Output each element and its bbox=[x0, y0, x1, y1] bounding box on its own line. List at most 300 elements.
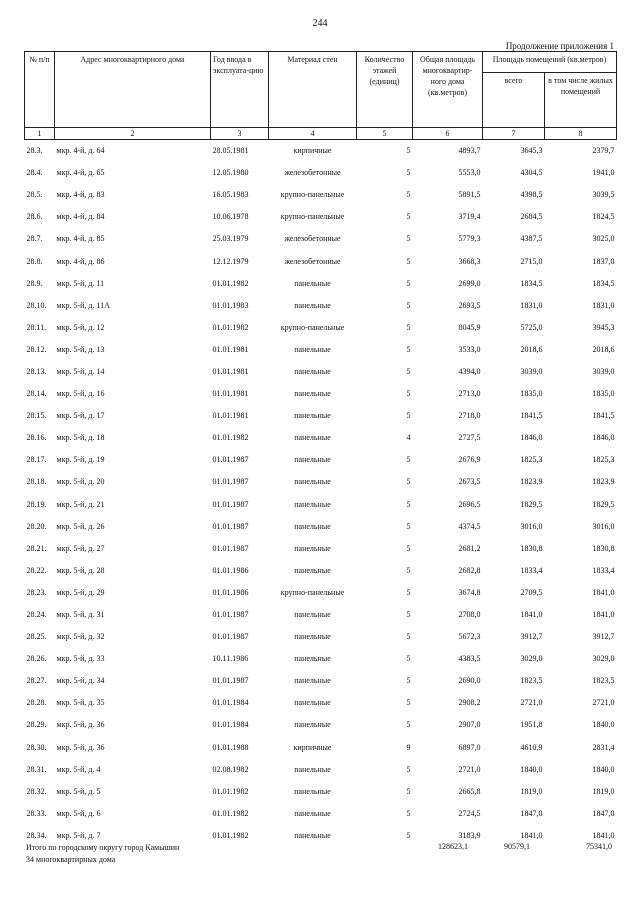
row-number: 28.11. bbox=[26, 322, 47, 332]
row-total-area: 5891,5 bbox=[458, 190, 481, 200]
row-material: панельные bbox=[294, 433, 331, 443]
row-material: панельные bbox=[294, 764, 331, 774]
row-premises-all: 3029,0 bbox=[520, 654, 543, 664]
row-floors: 5 bbox=[406, 278, 411, 288]
row-year: 01.01.1987 bbox=[212, 632, 249, 642]
row-total-area: 5779,3 bbox=[458, 234, 481, 244]
row-address: мкр. 4-й, д. 83 bbox=[56, 190, 105, 200]
row-material: панельные bbox=[294, 300, 331, 310]
row-premises-residential: 1841,0 bbox=[592, 587, 615, 597]
row-premises-all: 1833,4 bbox=[520, 565, 543, 575]
row-premises-all: 1835,0 bbox=[520, 389, 543, 399]
row-year: 10.11.1986 bbox=[212, 654, 249, 664]
table-row bbox=[25, 582, 617, 604]
row-total-area: 4383,5 bbox=[458, 654, 481, 664]
row-premises-all: 1830,8 bbox=[520, 543, 543, 553]
row-premises-all: 2684,5 bbox=[520, 212, 543, 222]
row-year: 01.01.1981 bbox=[212, 389, 249, 399]
row-floors: 5 bbox=[406, 654, 411, 664]
row-address: мкр. 5-й, д. 13 bbox=[56, 344, 105, 354]
table-row bbox=[25, 626, 617, 648]
row-material: крупно-панельные bbox=[280, 212, 345, 222]
table-row bbox=[25, 604, 617, 626]
row-floors: 5 bbox=[406, 808, 411, 818]
table-row bbox=[25, 692, 617, 714]
row-premises-residential: 1837,0 bbox=[592, 256, 615, 266]
table-row bbox=[25, 162, 617, 184]
row-address: мкр. 5-й, д. 18 bbox=[56, 433, 105, 443]
table-row bbox=[25, 405, 617, 427]
row-premises-residential: 3016,0 bbox=[592, 521, 615, 531]
row-number: 28.30. bbox=[26, 742, 47, 752]
total-premises-residential: 75341,0 bbox=[586, 842, 612, 851]
row-premises-residential: 2721,0 bbox=[592, 698, 615, 708]
row-premises-residential: 1841,0 bbox=[592, 830, 615, 840]
row-address: мкр. 4-й, д. 84 bbox=[56, 212, 105, 222]
row-material: панельные bbox=[294, 411, 331, 421]
row-floors: 5 bbox=[406, 300, 411, 310]
column-number: 4 bbox=[269, 128, 357, 140]
row-year: 25.03.1979 bbox=[212, 234, 249, 244]
row-year: 12.12.1979 bbox=[212, 256, 249, 266]
row-address: мкр. 5-й, д. 26 bbox=[56, 521, 105, 531]
column-number: 7 bbox=[483, 128, 545, 140]
table-row bbox=[25, 737, 617, 759]
table-row bbox=[25, 339, 617, 361]
table-row bbox=[25, 560, 617, 582]
row-year: 01.01.1987 bbox=[212, 543, 249, 553]
row-premises-all: 3912,7 bbox=[520, 632, 543, 642]
header-no: № п/п bbox=[25, 52, 55, 128]
row-floors: 5 bbox=[406, 477, 411, 487]
row-total-area: 2681,2 bbox=[458, 543, 481, 553]
row-floors: 9 bbox=[406, 742, 411, 752]
row-premises-residential: 3912,7 bbox=[592, 632, 615, 642]
row-premises-residential: 1841,5 bbox=[592, 411, 615, 421]
row-address: мкр. 5-й, д. 28 bbox=[56, 565, 105, 575]
row-premises-all: 1841,5 bbox=[520, 411, 543, 421]
row-floors: 5 bbox=[406, 830, 411, 840]
row-year: 12.05.1980 bbox=[212, 168, 249, 178]
row-premises-all: 5725,0 bbox=[520, 322, 543, 332]
row-total-area: 3183,9 bbox=[458, 830, 481, 840]
row-floors: 5 bbox=[406, 256, 411, 266]
row-material: панельные bbox=[294, 278, 331, 288]
row-material: панельные bbox=[294, 676, 331, 686]
row-number: 28.9. bbox=[26, 278, 43, 288]
row-floors: 5 bbox=[406, 234, 411, 244]
row-premises-all: 1823,5 bbox=[520, 676, 543, 686]
header-material: Материал стен bbox=[269, 52, 357, 128]
row-number: 28.23. bbox=[26, 587, 47, 597]
row-floors: 5 bbox=[406, 565, 411, 575]
table-row bbox=[25, 317, 617, 339]
footer bbox=[26, 842, 179, 866]
row-floors: 5 bbox=[406, 499, 411, 509]
header-total-area: Общая площадь многоквартир-ного дома (кв.метров) bbox=[413, 52, 483, 128]
header-premises-area: Площадь помещений (кв.метров) bbox=[483, 52, 617, 73]
row-year: 10.06.1978 bbox=[212, 212, 249, 222]
row-material: кирпичные bbox=[293, 146, 332, 156]
row-floors: 5 bbox=[406, 344, 411, 354]
row-number: 28.17. bbox=[26, 455, 47, 465]
row-material: панельные bbox=[294, 521, 331, 531]
row-material: панельные bbox=[294, 477, 331, 487]
row-address: мкр. 5-й, д. 33 bbox=[56, 654, 105, 664]
row-number: 28.32. bbox=[26, 786, 47, 796]
row-number: 28.6. bbox=[26, 212, 43, 222]
row-total-area: 2676,9 bbox=[458, 455, 481, 465]
row-year: 01.01.1987 bbox=[212, 455, 249, 465]
row-address: мкр. 5-й, д. 5 bbox=[56, 786, 101, 796]
row-number: 28.13. bbox=[26, 366, 47, 376]
row-premises-all: 4610,9 bbox=[520, 742, 543, 752]
row-address: мкр. 5-й, д. 4 bbox=[56, 764, 101, 774]
row-total-area: 4893,7 bbox=[458, 146, 481, 156]
row-material: панельные bbox=[294, 808, 331, 818]
row-address: мкр. 4-й, д. 85 bbox=[56, 234, 105, 244]
row-address: мкр. 5-й, д. 29 bbox=[56, 587, 105, 597]
column-number: 6 bbox=[413, 128, 483, 140]
row-address: мкр. 5-й, д. 31 bbox=[56, 610, 105, 620]
table-row bbox=[25, 206, 617, 228]
row-premises-residential: 1824,5 bbox=[592, 212, 615, 222]
row-premises-all: 1831,0 bbox=[520, 300, 543, 310]
row-address: мкр. 5-й, д. 17 bbox=[56, 411, 105, 421]
table-row bbox=[25, 273, 617, 295]
row-year: 01.01.1988 bbox=[212, 742, 249, 752]
row-number: 28.7. bbox=[26, 234, 43, 244]
continuation-note: Продолжение приложения 1 bbox=[505, 41, 614, 51]
row-number: 28.14. bbox=[26, 389, 47, 399]
total-area: 128623,1 bbox=[438, 842, 468, 851]
table-row bbox=[25, 803, 617, 825]
row-total-area: 5553,0 bbox=[458, 168, 481, 178]
row-floors: 5 bbox=[406, 587, 411, 597]
row-year: 01.01.1983 bbox=[212, 300, 249, 310]
row-year: 01.01.1984 bbox=[212, 720, 249, 730]
table-row bbox=[25, 759, 617, 781]
row-address: мкр. 5-й, д. 36 bbox=[56, 720, 105, 730]
column-number: 1 bbox=[25, 128, 55, 140]
row-premises-residential: 3945,3 bbox=[592, 322, 615, 332]
row-floors: 5 bbox=[406, 698, 411, 708]
table-body bbox=[25, 140, 617, 848]
apartment-buildings-table bbox=[24, 51, 617, 847]
table-row bbox=[25, 361, 617, 383]
row-premises-residential: 1825,3 bbox=[592, 455, 615, 465]
row-number: 28.26. bbox=[26, 654, 47, 664]
row-total-area: 3668,3 bbox=[458, 256, 481, 266]
row-total-area: 5672,3 bbox=[458, 632, 481, 642]
row-number: 28.3. bbox=[26, 146, 43, 156]
row-total-area: 4374,5 bbox=[458, 521, 481, 531]
header-premises-all: всего bbox=[483, 73, 545, 128]
row-floors: 5 bbox=[406, 543, 411, 553]
table-row bbox=[25, 184, 617, 206]
row-number: 28.20. bbox=[26, 521, 47, 531]
row-premises-all: 2018,6 bbox=[520, 344, 543, 354]
row-floors: 5 bbox=[406, 676, 411, 686]
row-total-area: 2907,0 bbox=[458, 720, 481, 730]
column-number: 5 bbox=[357, 128, 413, 140]
row-floors: 5 bbox=[406, 212, 411, 222]
row-premises-residential: 2018,6 bbox=[592, 344, 615, 354]
row-premises-all: 1825,3 bbox=[520, 455, 543, 465]
row-address: мкр. 5-й, д. 21 bbox=[56, 499, 105, 509]
table-row bbox=[25, 140, 617, 163]
header-address: Адрес многоквартирного дома bbox=[55, 52, 211, 128]
row-total-area: 2727,5 bbox=[458, 433, 481, 443]
row-total-area: 2696,5 bbox=[458, 499, 481, 509]
column-number: 3 bbox=[211, 128, 269, 140]
table-row bbox=[25, 295, 617, 317]
row-floors: 5 bbox=[406, 146, 411, 156]
row-material: панельные bbox=[294, 366, 331, 376]
row-material: панельные bbox=[294, 610, 331, 620]
row-total-area: 3533,0 bbox=[458, 344, 481, 354]
row-premises-all: 1847,0 bbox=[520, 808, 543, 818]
row-number: 28.15. bbox=[26, 411, 47, 421]
row-address: мкр. 5-й, д. 32 bbox=[56, 632, 105, 642]
row-material: крупно-панельные bbox=[280, 587, 345, 597]
row-number: 28.18. bbox=[26, 477, 47, 487]
row-year: 01.01.1981 bbox=[212, 411, 249, 421]
row-total-area: 2718,0 bbox=[458, 411, 481, 421]
row-material: панельные bbox=[294, 565, 331, 575]
row-premises-all: 3039,0 bbox=[520, 366, 543, 376]
row-material: железобетонные bbox=[284, 256, 341, 266]
row-year: 02.08.1982 bbox=[212, 764, 249, 774]
row-total-area: 2690,0 bbox=[458, 676, 481, 686]
table-row bbox=[25, 538, 617, 560]
row-premises-residential: 1829,5 bbox=[592, 499, 615, 509]
row-year: 01.01.1987 bbox=[212, 499, 249, 509]
row-material: панельные bbox=[294, 698, 331, 708]
row-premises-residential: 1835,0 bbox=[592, 389, 615, 399]
row-address: мкр. 5-й, д. 35 bbox=[56, 698, 105, 708]
row-number: 28.33. bbox=[26, 808, 47, 818]
row-year: 01.01.1982 bbox=[212, 808, 249, 818]
column-number: 2 bbox=[55, 128, 211, 140]
table-row bbox=[25, 648, 617, 670]
row-premises-all: 2715,0 bbox=[520, 256, 543, 266]
row-total-area: 8045,9 bbox=[458, 322, 481, 332]
row-material: железобетонные bbox=[284, 168, 341, 178]
row-premises-residential: 1823,5 bbox=[592, 676, 615, 686]
row-floors: 5 bbox=[406, 322, 411, 332]
row-number: 28.34. bbox=[26, 830, 47, 840]
count-label: 34 многоквартирных дома bbox=[26, 855, 116, 864]
row-year: 28.05.1981 bbox=[212, 146, 249, 156]
row-floors: 5 bbox=[406, 190, 411, 200]
table-row bbox=[25, 250, 617, 272]
row-premises-residential: 1846,0 bbox=[592, 433, 615, 443]
row-premises-residential: 1819,0 bbox=[592, 786, 615, 796]
row-number: 28.10. bbox=[26, 300, 47, 310]
total-premises-all: 90579,1 bbox=[504, 842, 530, 851]
row-material: панельные bbox=[294, 543, 331, 553]
row-year: 01.01.1982 bbox=[212, 433, 249, 443]
row-address: мкр. 5-й, д. 12 bbox=[56, 322, 105, 332]
row-premises-residential: 1840,0 bbox=[592, 720, 615, 730]
row-floors: 5 bbox=[406, 455, 411, 465]
row-year: 01.01.1986 bbox=[212, 565, 249, 575]
row-total-area: 2665,8 bbox=[458, 786, 481, 796]
row-number: 28.25. bbox=[26, 632, 47, 642]
row-year: 01.01.1987 bbox=[212, 676, 249, 686]
row-premises-all: 3645,3 bbox=[520, 146, 543, 156]
row-floors: 5 bbox=[406, 632, 411, 642]
row-premises-all: 1829,5 bbox=[520, 499, 543, 509]
row-address: мкр. 5-й, д. 7 bbox=[56, 830, 101, 840]
row-address: мкр. 5-й, д. 19 bbox=[56, 455, 105, 465]
table-row bbox=[25, 516, 617, 538]
row-number: 28.19. bbox=[26, 499, 47, 509]
row-total-area: 2713,0 bbox=[458, 389, 481, 399]
row-material: панельные bbox=[294, 830, 331, 840]
row-material: панельные bbox=[294, 654, 331, 664]
table-row bbox=[25, 714, 617, 736]
row-premises-residential: 1833,4 bbox=[592, 565, 615, 575]
row-address: мкр. 5-й, д. 6 bbox=[56, 808, 101, 818]
row-floors: 4 bbox=[406, 433, 411, 443]
row-floors: 5 bbox=[406, 411, 411, 421]
row-address: мкр. 4-й, д. 86 bbox=[56, 256, 105, 266]
row-material: панельные bbox=[294, 344, 331, 354]
header-floors: Количество этажей (единиц) bbox=[357, 52, 413, 128]
row-number: 28.4. bbox=[26, 168, 43, 178]
row-material: кирпичные bbox=[293, 742, 332, 752]
row-year: 01.01.1984 bbox=[212, 698, 249, 708]
row-year: 01.01.1987 bbox=[212, 610, 249, 620]
row-year: 01.01.1982 bbox=[212, 830, 249, 840]
row-premises-residential: 3025,0 bbox=[592, 234, 615, 244]
row-address: мкр. 5-й, д. 11А bbox=[56, 300, 110, 310]
row-premises-all: 1840,0 bbox=[520, 764, 543, 774]
row-premises-all: 1846,0 bbox=[520, 433, 543, 443]
row-number: 28.21. bbox=[26, 543, 47, 553]
row-premises-residential: 2831,4 bbox=[592, 742, 615, 752]
row-address: мкр. 4-й, д. 65 bbox=[56, 168, 105, 178]
row-number: 28.31. bbox=[26, 764, 47, 774]
row-number: 28.16. bbox=[26, 433, 47, 443]
row-year: 16.05.1983 bbox=[212, 190, 249, 200]
row-premises-all: 1841,0 bbox=[520, 610, 543, 620]
table-row bbox=[25, 670, 617, 692]
row-premises-residential: 1840,0 bbox=[592, 764, 615, 774]
row-floors: 5 bbox=[406, 786, 411, 796]
row-address: мкр. 4-й, д. 64 bbox=[56, 146, 105, 156]
table-row bbox=[25, 781, 617, 803]
row-total-area: 2721,0 bbox=[458, 764, 481, 774]
row-total-area: 2699,0 bbox=[458, 278, 481, 288]
table-row bbox=[25, 471, 617, 493]
table-row bbox=[25, 383, 617, 405]
row-material: крупно-панельные bbox=[280, 322, 345, 332]
row-material: панельные bbox=[294, 389, 331, 399]
row-floors: 5 bbox=[406, 366, 411, 376]
row-premises-residential: 1831,0 bbox=[592, 300, 615, 310]
row-premises-all: 2709,5 bbox=[520, 587, 543, 597]
row-premises-residential: 1841,0 bbox=[592, 610, 615, 620]
row-year: 01.01.1987 bbox=[212, 477, 249, 487]
row-premises-all: 3016,0 bbox=[520, 521, 543, 531]
row-total-area: 2673,5 bbox=[458, 477, 481, 487]
row-premises-all: 1834,5 bbox=[520, 278, 543, 288]
row-premises-all: 1951,8 bbox=[520, 720, 543, 730]
row-total-area: 2693,5 bbox=[458, 300, 481, 310]
header-year: Год ввода в эксплуата-цию bbox=[211, 52, 269, 128]
row-premises-all: 1823,9 bbox=[520, 477, 543, 487]
row-address: мкр. 5-й, д. 14 bbox=[56, 366, 105, 376]
row-floors: 5 bbox=[406, 389, 411, 399]
row-number: 28.28. bbox=[26, 698, 47, 708]
row-address: мкр. 5-й, д. 34 bbox=[56, 676, 105, 686]
row-material: крупно-панельные bbox=[280, 190, 345, 200]
row-material: панельные bbox=[294, 632, 331, 642]
row-total-area: 3719,4 bbox=[458, 212, 481, 222]
row-premises-all: 4387,5 bbox=[520, 234, 543, 244]
table-row bbox=[25, 228, 617, 250]
row-number: 28.8. bbox=[26, 256, 43, 266]
table-row bbox=[25, 494, 617, 516]
row-material: панельные bbox=[294, 786, 331, 796]
row-address: мкр. 5-й, д. 20 bbox=[56, 477, 105, 487]
row-total-area: 3674,8 bbox=[458, 587, 481, 597]
row-year: 01.01.1981 bbox=[212, 366, 249, 376]
row-floors: 5 bbox=[406, 521, 411, 531]
row-total-area: 6897,0 bbox=[458, 742, 481, 752]
row-year: 01.01.1982 bbox=[212, 278, 249, 288]
row-total-area: 2682,8 bbox=[458, 565, 481, 575]
row-year: 01.01.1987 bbox=[212, 521, 249, 531]
row-total-area: 2908,2 bbox=[458, 698, 481, 708]
row-premises-all: 2721,0 bbox=[520, 698, 543, 708]
row-premises-residential: 1941,0 bbox=[592, 168, 615, 178]
row-premises-residential: 3039,0 bbox=[592, 366, 615, 376]
page-number: 244 bbox=[312, 18, 328, 29]
row-floors: 5 bbox=[406, 720, 411, 730]
row-material: панельные bbox=[294, 455, 331, 465]
row-number: 28.24. bbox=[26, 610, 47, 620]
row-premises-residential: 1834,5 bbox=[592, 278, 615, 288]
table-row bbox=[25, 427, 617, 449]
row-number: 28.22. bbox=[26, 565, 47, 575]
row-premises-residential: 1847,0 bbox=[592, 808, 615, 818]
row-year: 01.01.1982 bbox=[212, 322, 249, 332]
row-floors: 5 bbox=[406, 764, 411, 774]
row-premises-residential: 3029,0 bbox=[592, 654, 615, 664]
row-floors: 5 bbox=[406, 168, 411, 178]
row-material: панельные bbox=[294, 720, 331, 730]
row-number: 28.5. bbox=[26, 190, 43, 200]
row-year: 01.01.1986 bbox=[212, 587, 249, 597]
row-premises-residential: 1823,9 bbox=[592, 477, 615, 487]
row-year: 01.01.1981 bbox=[212, 344, 249, 354]
row-number: 28.12. bbox=[26, 344, 47, 354]
column-number: 8 bbox=[545, 128, 617, 140]
total-label: Итого по городскому округу город Камышин bbox=[26, 843, 180, 852]
row-address: мкр. 5-й, д. 11 bbox=[56, 278, 105, 288]
row-number: 28.27. bbox=[26, 676, 47, 686]
row-premises-residential: 2379,7 bbox=[592, 146, 615, 156]
row-material: панельные bbox=[294, 499, 331, 509]
row-premises-all: 4304,5 bbox=[520, 168, 543, 178]
row-address: мкр. 5-й, д. 16 bbox=[56, 389, 105, 399]
row-number: 28.29. bbox=[26, 720, 47, 730]
row-floors: 5 bbox=[406, 610, 411, 620]
